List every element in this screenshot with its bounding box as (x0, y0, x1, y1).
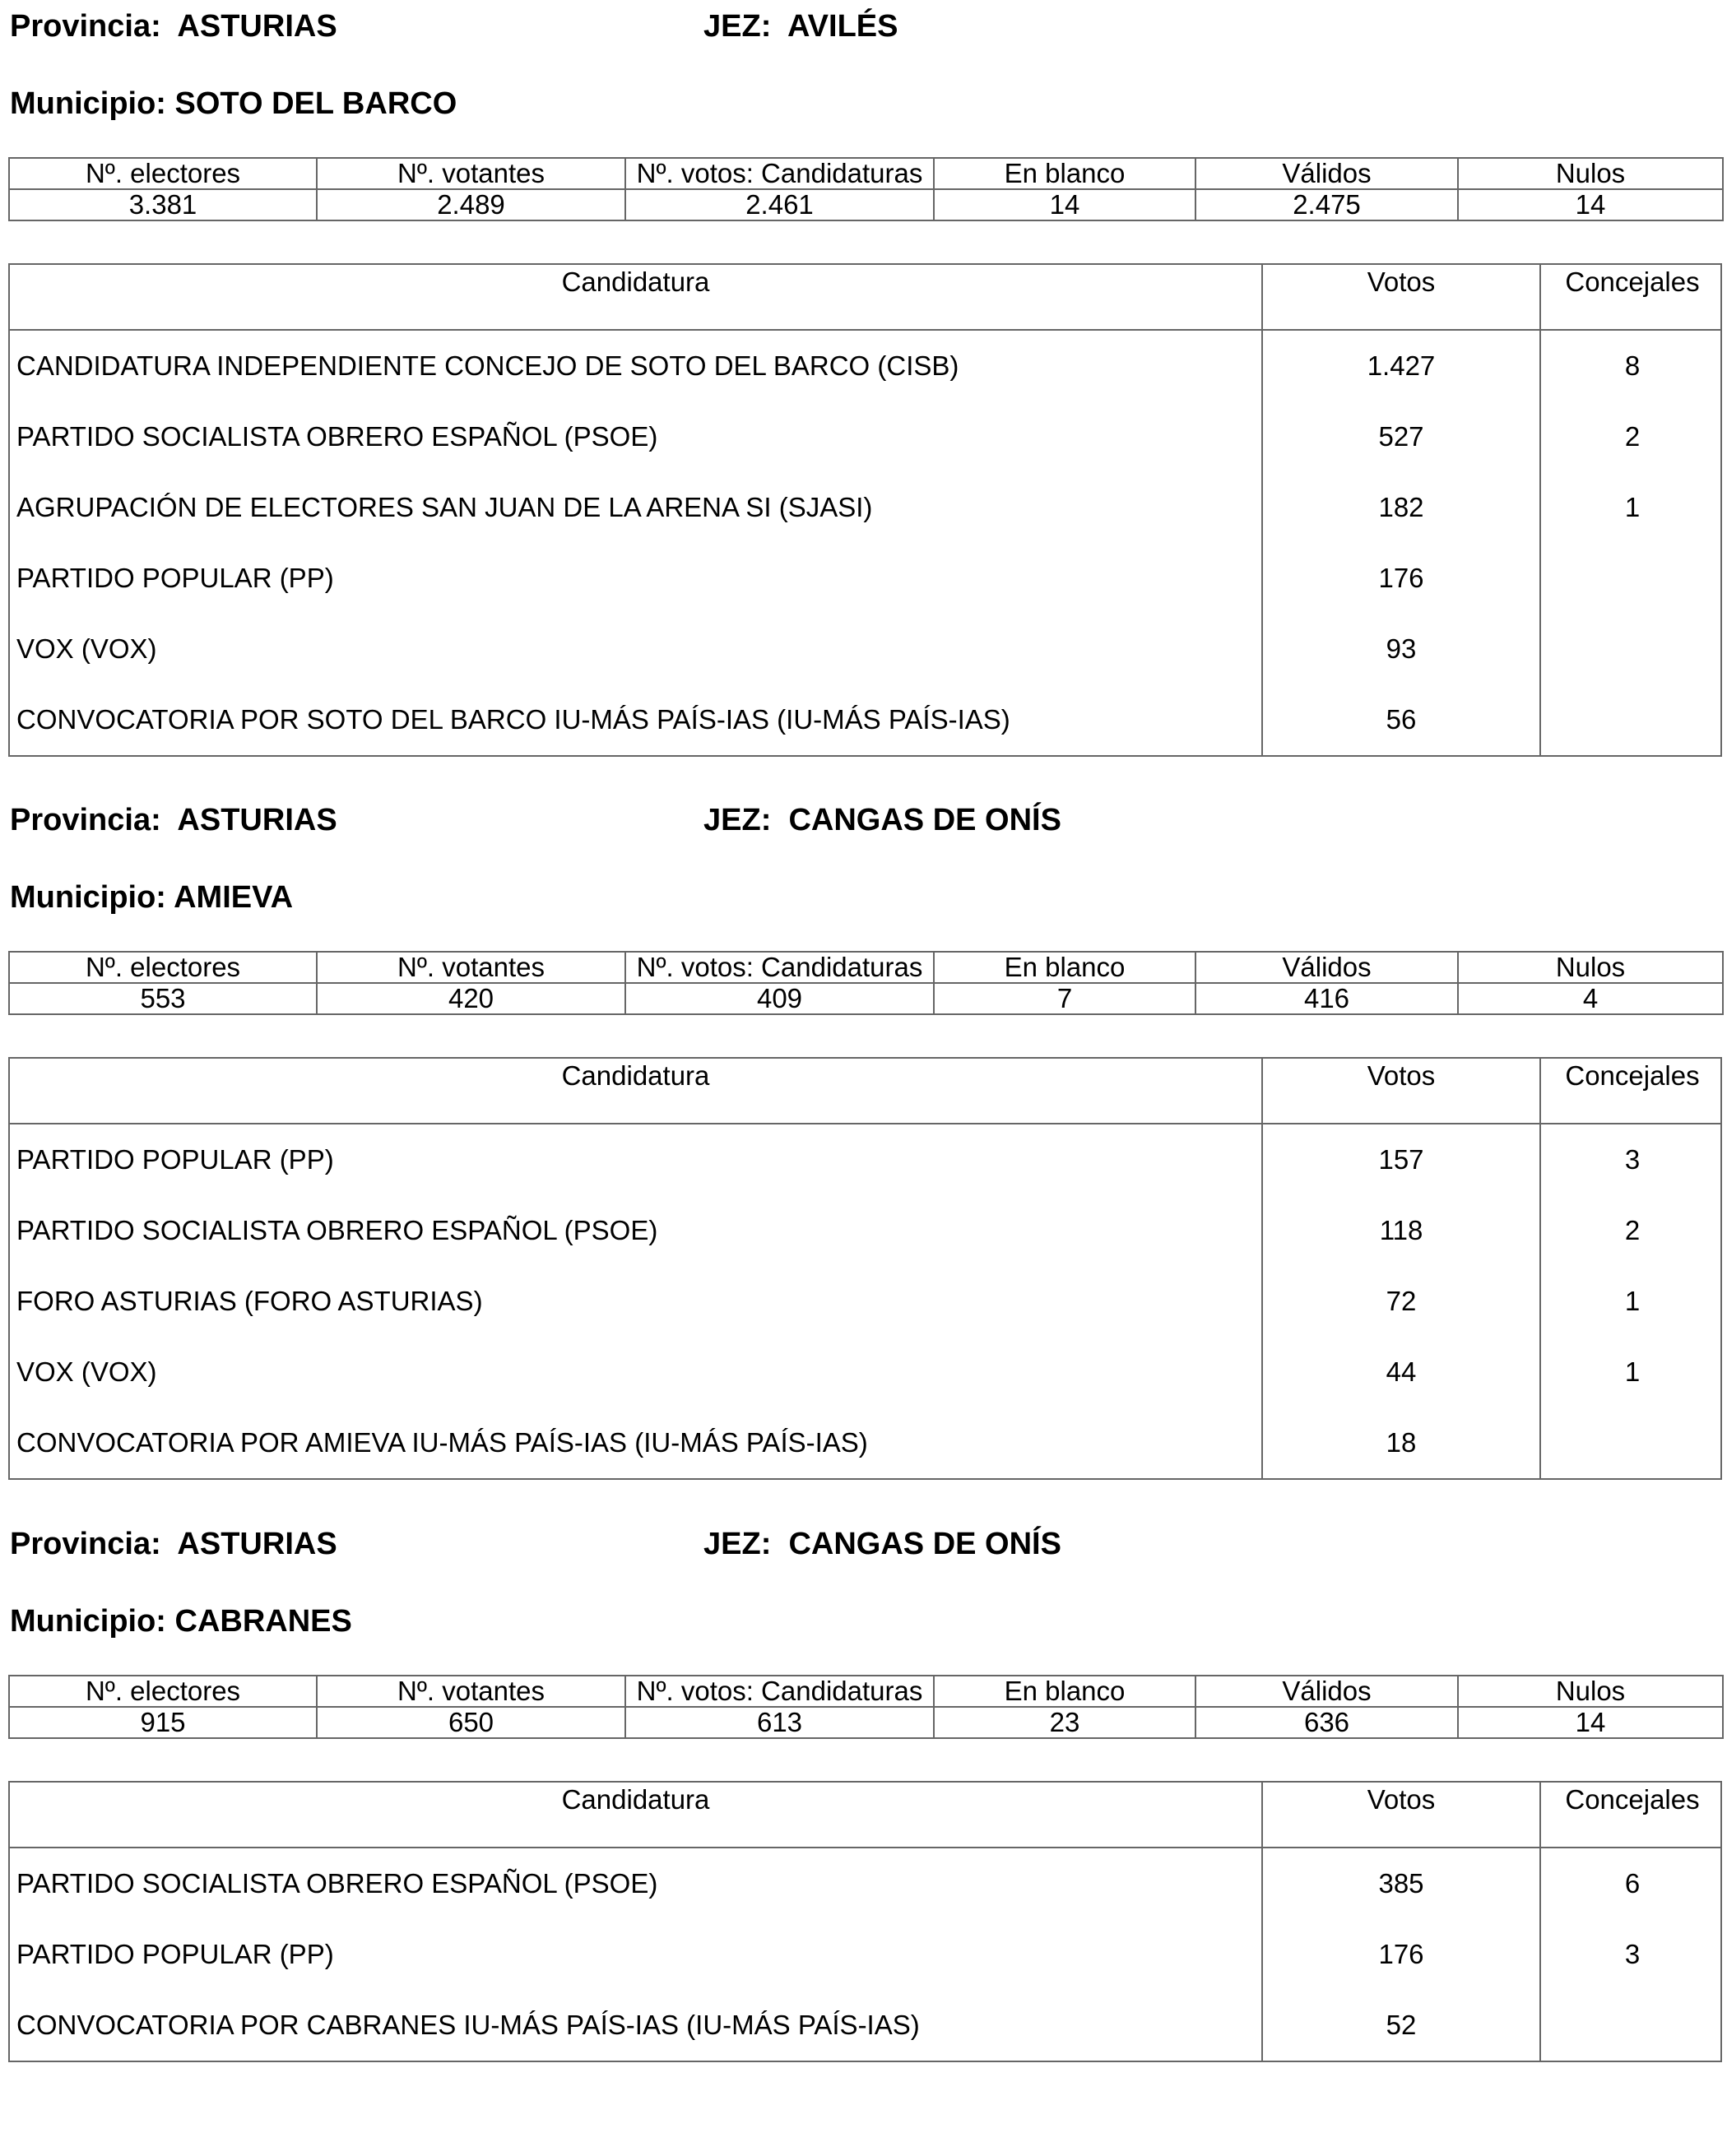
candidate-seats: 3 (1539, 1919, 1724, 1990)
candidate-row (10, 684, 1720, 755)
candidate-name: FORO ASTURIAS (FORO ASTURIAS) (16, 1286, 483, 1316)
header-votos: Votos (1261, 1059, 1539, 1123)
candidate-name: PARTIDO POPULAR (PP) (16, 1144, 334, 1175)
candidates-header-row (10, 1059, 1720, 1124)
candidate-seats (1539, 1990, 1724, 2061)
candidate-row (10, 1195, 1720, 1266)
candidate-row (10, 401, 1720, 472)
value-validos: 636 (1195, 1707, 1458, 1738)
candidate-name: VOX (VOX) (16, 633, 157, 664)
value-electores: 553 (9, 983, 317, 1014)
provincia-heading: Provincia: ASTURIAS (10, 1527, 337, 1561)
candidate-seats (1539, 684, 1724, 755)
jez-heading: JEZ: CANGAS DE ONÍS (703, 1527, 1061, 1561)
candidate-seats (1539, 543, 1724, 614)
header-votos-candidaturas: Nº. votos: Candidaturas (625, 1676, 934, 1707)
candidate-name: CANDIDATURA INDEPENDIENTE CONCEJO DE SOTO DEL BARCO (CISB) (16, 350, 959, 381)
candidate-name: PARTIDO SOCIALISTA OBRERO ESPAÑOL (PSOE) (16, 1215, 658, 1245)
value-validos: 2.475 (1195, 189, 1458, 220)
candidate-name: CONVOCATORIA POR AMIEVA IU-MÁS PAÍS-IAS (IU-MÁS PAÍS-IAS) (16, 1427, 868, 1458)
value-electores: 3.381 (9, 189, 317, 220)
candidate-row (10, 614, 1720, 684)
candidate-votes: 157 (1261, 1124, 1539, 1195)
header-votos: Votos (1261, 265, 1539, 329)
summary-table (8, 951, 1724, 1015)
header-concejales: Concejales (1539, 1783, 1724, 1847)
candidate-votes: 18 (1261, 1407, 1539, 1478)
candidate-name: CONVOCATORIA POR CABRANES IU-MÁS PAÍS-IAS (IU-MÁS PAÍS-IAS) (16, 2010, 920, 2040)
candidate-name: VOX (VOX) (16, 1356, 157, 1387)
summary-header-row (9, 158, 1723, 189)
candidate-row (10, 1919, 1720, 1990)
candidates-table (8, 1057, 1722, 1480)
value-votantes: 420 (317, 983, 625, 1014)
candidate-name: PARTIDO POPULAR (PP) (16, 1939, 334, 1969)
value-votos-candidaturas: 613 (625, 1707, 934, 1738)
summary-value-row (9, 983, 1723, 1014)
value-nulos: 14 (1458, 1707, 1723, 1738)
municipio-heading: Municipio: CABRANES (10, 1604, 352, 1639)
header-electores: Nº. electores (9, 952, 317, 983)
candidate-votes: 176 (1261, 543, 1539, 614)
candidate-row (10, 1266, 1720, 1337)
candidate-seats: 2 (1539, 1195, 1724, 1266)
summary-header-row (9, 1676, 1723, 1707)
candidate-row (10, 1337, 1720, 1407)
value-nulos: 4 (1458, 983, 1723, 1014)
candidate-row (10, 472, 1720, 543)
value-electores: 915 (9, 1707, 317, 1738)
header-votantes: Nº. votantes (317, 158, 625, 189)
candidate-votes: 385 (1261, 1848, 1539, 1919)
value-votantes: 650 (317, 1707, 625, 1738)
candidate-seats (1539, 614, 1724, 684)
candidate-row (10, 1407, 1720, 1478)
candidate-name: CONVOCATORIA POR SOTO DEL BARCO IU-MÁS PAÍS-IAS (IU-MÁS PAÍS-IAS) (16, 704, 1010, 735)
candidate-votes: 52 (1261, 1990, 1539, 2061)
jez-heading: JEZ: CANGAS DE ONÍS (703, 803, 1061, 837)
provincia-heading: Provincia: ASTURIAS (10, 9, 337, 44)
candidate-seats: 6 (1539, 1848, 1724, 1919)
header-candidatura: Candidatura (561, 267, 710, 297)
header-nulos: Nulos (1458, 1676, 1723, 1707)
header-nulos: Nulos (1458, 952, 1723, 983)
candidates-table (8, 263, 1722, 757)
value-votos-candidaturas: 409 (625, 983, 934, 1014)
value-en-blanco: 14 (934, 189, 1195, 220)
candidate-votes: 56 (1261, 684, 1539, 755)
summary-table (8, 157, 1724, 221)
header-validos: Válidos (1195, 1676, 1458, 1707)
candidate-votes: 176 (1261, 1919, 1539, 1990)
candidate-name: PARTIDO POPULAR (PP) (16, 563, 334, 593)
summary-header-row (9, 952, 1723, 983)
candidate-seats: 2 (1539, 401, 1724, 472)
header-concejales: Concejales (1539, 265, 1724, 329)
summary-value-row (9, 189, 1723, 220)
candidate-seats: 8 (1539, 331, 1724, 401)
candidate-votes: 1.427 (1261, 331, 1539, 401)
candidate-votes: 182 (1261, 472, 1539, 543)
candidate-row (10, 331, 1720, 401)
header-validos: Válidos (1195, 952, 1458, 983)
value-en-blanco: 7 (934, 983, 1195, 1014)
candidate-row (10, 543, 1720, 614)
header-votos: Votos (1261, 1783, 1539, 1847)
provincia-heading: Provincia: ASTURIAS (10, 803, 337, 837)
candidate-votes: 93 (1261, 614, 1539, 684)
candidate-name: AGRUPACIÓN DE ELECTORES SAN JUAN DE LA ARENA SI (SJASI) (16, 492, 873, 522)
candidate-votes: 44 (1261, 1337, 1539, 1407)
value-votantes: 2.489 (317, 189, 625, 220)
candidate-row (10, 1990, 1720, 2061)
header-nulos: Nulos (1458, 158, 1723, 189)
candidate-row (10, 1124, 1720, 1195)
header-votos-candidaturas: Nº. votos: Candidaturas (625, 158, 934, 189)
header-votantes: Nº. votantes (317, 1676, 625, 1707)
header-en-blanco: En blanco (934, 952, 1195, 983)
municipio-heading: Municipio: SOTO DEL BARCO (10, 86, 457, 121)
candidate-votes: 118 (1261, 1195, 1539, 1266)
candidate-name: PARTIDO SOCIALISTA OBRERO ESPAÑOL (PSOE) (16, 1868, 658, 1899)
candidates-header-row (10, 1783, 1720, 1848)
header-validos: Válidos (1195, 158, 1458, 189)
candidate-seats: 3 (1539, 1124, 1724, 1195)
value-validos: 416 (1195, 983, 1458, 1014)
header-concejales: Concejales (1539, 1059, 1724, 1123)
candidates-header-row (10, 265, 1720, 331)
value-nulos: 14 (1458, 189, 1723, 220)
header-electores: Nº. electores (9, 1676, 317, 1707)
summary-table (8, 1675, 1724, 1739)
candidate-row (10, 1848, 1720, 1919)
candidate-seats: 1 (1539, 1266, 1724, 1337)
header-en-blanco: En blanco (934, 158, 1195, 189)
header-candidatura: Candidatura (561, 1784, 710, 1815)
header-candidatura: Candidatura (561, 1060, 710, 1091)
municipio-heading: Municipio: AMIEVA (10, 880, 294, 915)
candidate-name: PARTIDO SOCIALISTA OBRERO ESPAÑOL (PSOE) (16, 421, 658, 452)
header-votos-candidaturas: Nº. votos: Candidaturas (625, 952, 934, 983)
value-en-blanco: 23 (934, 1707, 1195, 1738)
header-en-blanco: En blanco (934, 1676, 1195, 1707)
candidate-votes: 527 (1261, 401, 1539, 472)
candidate-votes: 72 (1261, 1266, 1539, 1337)
candidates-table (8, 1781, 1722, 2062)
header-votantes: Nº. votantes (317, 952, 625, 983)
candidate-seats: 1 (1539, 1337, 1724, 1407)
summary-value-row (9, 1707, 1723, 1738)
jez-heading: JEZ: AVILÉS (703, 9, 898, 44)
candidate-seats: 1 (1539, 472, 1724, 543)
header-electores: Nº. electores (9, 158, 317, 189)
candidate-seats (1539, 1407, 1724, 1478)
value-votos-candidaturas: 2.461 (625, 189, 934, 220)
